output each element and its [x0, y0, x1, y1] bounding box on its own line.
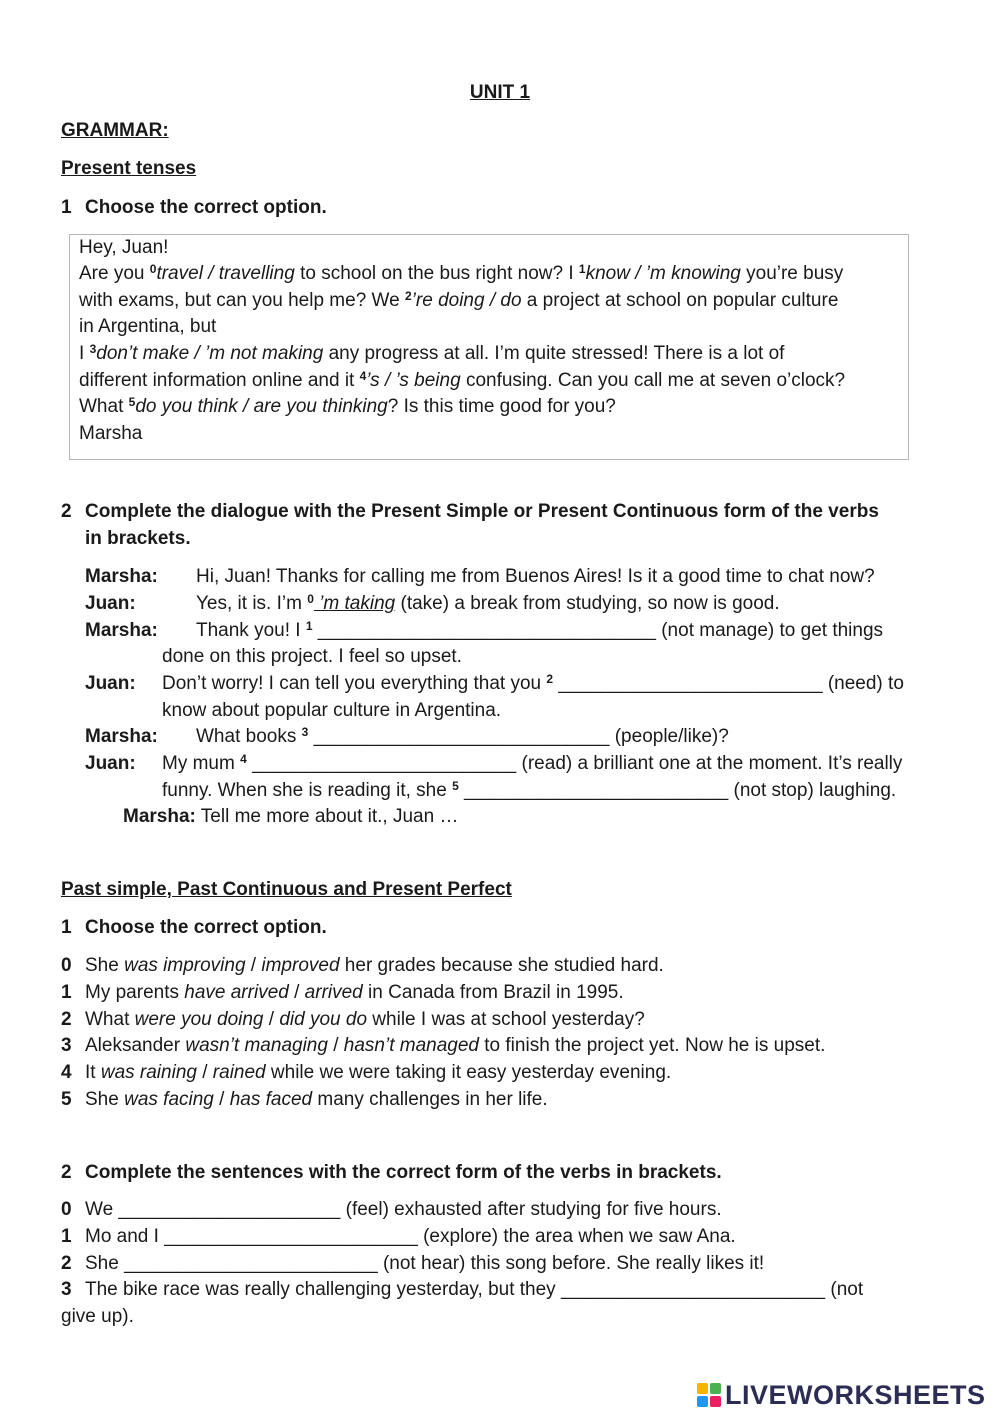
list-item: 2 What were you doing / did you do while I was at school yesterday?	[61, 1009, 645, 1030]
email-line: in Argentina, but	[79, 316, 217, 337]
list-item: 3 Aleksander wasn’t managing / hasn’t managed to finish the project yet. Now he is upset.	[61, 1035, 826, 1056]
liveworksheets-logo	[697, 1378, 986, 1412]
email-greeting: Hey, Juan!	[79, 237, 169, 258]
speaker-label: Marsha:	[123, 806, 196, 827]
dialogue-line-cont: funny. When she is reading it, she $^5$ _________________________ (not stop) laughing.	[162, 779, 897, 801]
past-ex1-instruction: 1 Choose the correct option.	[61, 917, 327, 938]
dialogue-line: What books $^3$ ____________________________ (people/like)?	[196, 725, 729, 747]
dialogue-line: Yes, it is. I’m $^0$ ’m taking (take) a break from studying, so now is good.	[196, 592, 780, 614]
speaker-label: Juan:	[85, 673, 136, 694]
list-item: 1 Mo and I ________________________ (explore) the area when we saw Ana.	[61, 1226, 736, 1247]
list-item: 1 My parents have arrived / arrived in Canada from Brazil in 1995.	[61, 982, 624, 1003]
list-item: 2 She ________________________ (not hear) this song before. She really likes it!	[61, 1253, 765, 1274]
email-signature: Marsha	[79, 423, 143, 444]
dialogue-line: Don’t worry! I can tell you everything that you $^2$ _________________________ (need) to	[162, 672, 904, 694]
email-line: Are you $^0$travel / travelling to school on the bus right now? I $^1$know / ’m knowing you’re busy	[79, 262, 844, 284]
email-line: What $^5$do you think / are you thinking? Is this time good for you?	[79, 395, 616, 417]
grammar-heading: GRAMMAR:	[61, 120, 169, 141]
present-ex2-instruction: 2 Complete the dialogue with the Present Simple or Present Continuous form of the verbs	[61, 501, 879, 522]
list-item: 4 It was raining / rained while we were taking it easy yesterday evening.	[61, 1062, 672, 1083]
past-ex2-instruction: 2 Complete the sentences with the correct form of the verbs in brackets.	[61, 1162, 722, 1183]
past-heading: Past simple, Past Continuous and Present Perfect	[61, 879, 512, 900]
logo-text: LIVEWORKSHEETS	[725, 1379, 986, 1410]
list-item: 3 The bike race was really challenging yesterday, but they _________________________ (not	[61, 1279, 864, 1300]
email-line: with exams, but can you help me? We $^2$’re doing / do a project at school on popular culture	[79, 289, 839, 311]
list-item: 0 She was improving / improved her grades because she studied hard.	[61, 955, 664, 976]
example-answer: ’m taking	[313, 593, 396, 614]
dialogue-line: Marsha: Tell me more about it., Juan …	[123, 806, 459, 827]
list-item: 0 We _____________________ (feel) exhausted after studying for five hours.	[61, 1199, 722, 1220]
email-line: I $^3$don’t make / ’m not making any progress at all. I’m quite stressed! There is a lot of	[79, 342, 785, 364]
dialogue-line: Hi, Juan! Thanks for calling me from Buenos Aires! Is it a good time to chat now?	[196, 566, 875, 587]
speaker-label: Marsha:	[85, 726, 158, 747]
dialogue-line: My mum $^4$ _________________________ (read) a brilliant one at the moment. It’s really	[162, 752, 903, 774]
logo-mark-icon	[697, 1383, 721, 1407]
list-item: 5 She was facing / has faced many challenges in her life.	[61, 1089, 548, 1110]
speaker-label: Juan:	[85, 593, 136, 614]
dialogue-line-cont: know about popular culture in Argentina.	[162, 700, 502, 721]
email-line: different information online and it $^4$’s / ’s being confusing. Can you call me at seven o’clock?	[79, 369, 846, 391]
present-ex2-instruction-cont: in brackets.	[85, 528, 191, 549]
speaker-label: Juan:	[85, 753, 136, 774]
speaker-label: Marsha:	[85, 566, 158, 587]
present-ex1-instruction: 1 Choose the correct option.	[61, 197, 327, 218]
list-item-cont: give up).	[61, 1306, 134, 1327]
dialogue-line: Thank you! I $^1$ ________________________________ (not manage) to get things	[196, 619, 884, 641]
speaker-label: Marsha:	[85, 620, 158, 641]
present-tenses-heading: Present tenses	[61, 158, 197, 179]
unit-title: UNIT 1	[469, 82, 531, 103]
dialogue-line-cont: done on this project. I feel so upset.	[162, 646, 462, 667]
